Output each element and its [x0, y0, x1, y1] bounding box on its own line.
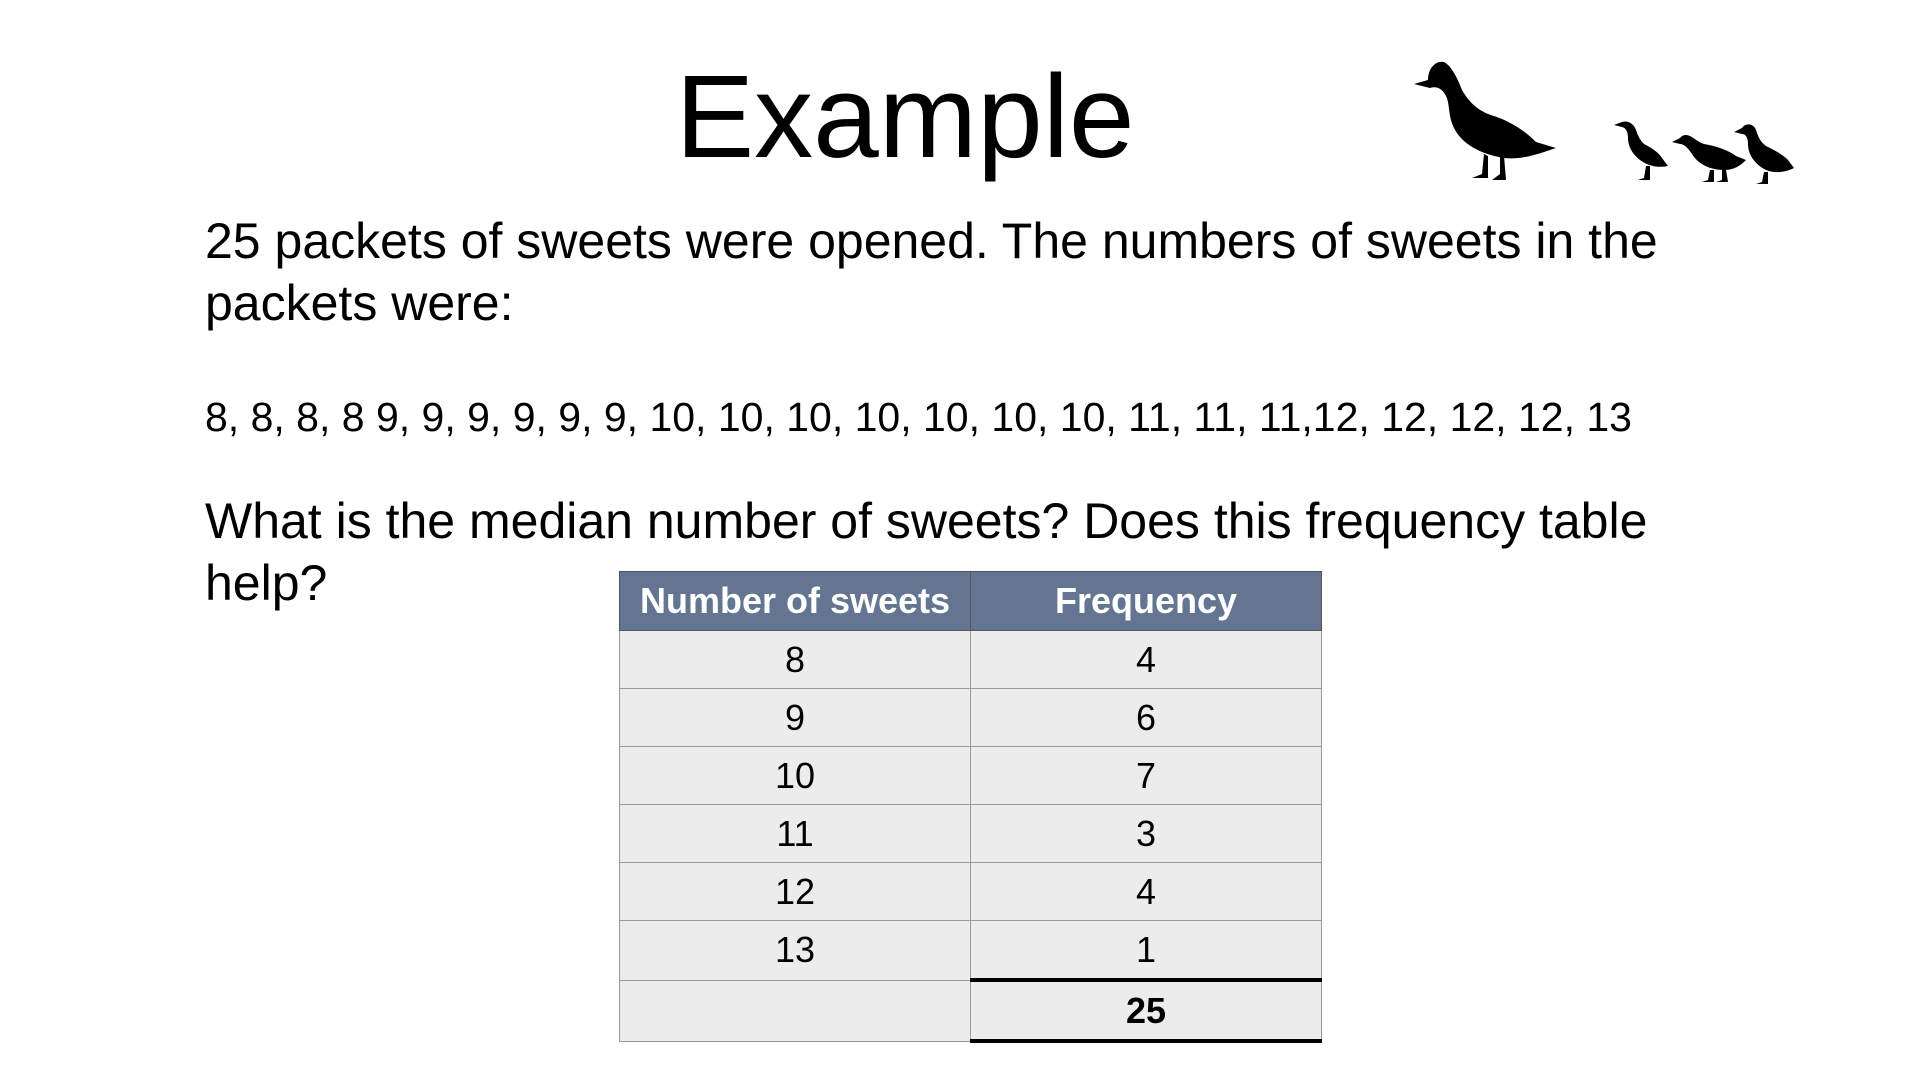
table-row: [620, 689, 1322, 747]
number-cell: 12: [620, 863, 971, 921]
table-row: [620, 805, 1322, 863]
duckling-silhouette-icon: [1614, 121, 1668, 180]
duck-family-illustration: [1410, 40, 1810, 200]
header-number-of-sweets: Number of sweets: [620, 572, 971, 631]
total-row: [620, 980, 1322, 1041]
table-row: [620, 747, 1322, 805]
table-row: [620, 921, 1322, 981]
table-row: [620, 631, 1322, 689]
total-label-cell: [620, 980, 971, 1041]
number-cell: 9: [620, 689, 971, 747]
number-cell: 10: [620, 747, 971, 805]
duck-silhouette-icon: [1414, 62, 1556, 180]
frequency-table: [619, 571, 1322, 1043]
frequency-cell: 3: [971, 805, 1322, 863]
header-frequency: Frequency: [971, 572, 1322, 631]
frequency-cell: 4: [971, 631, 1322, 689]
frequency-cell: 6: [971, 689, 1322, 747]
frequency-cell: 4: [971, 863, 1322, 921]
number-cell: 11: [620, 805, 971, 863]
frequency-cell: 1: [971, 921, 1322, 981]
table-header-row: [620, 572, 1322, 631]
total-frequency-cell: 25: [971, 980, 1322, 1041]
median-question: What is the median number of sweets? Does this frequency table help?: [205, 493, 1648, 611]
number-cell: 13: [620, 921, 971, 981]
table-row: [620, 863, 1322, 921]
problem-statement: 25 packets of sweets were opened. The numbers of sweets in the packets were:: [205, 213, 1658, 331]
number-cell: 8: [620, 631, 971, 689]
sweets-data-list: 8, 8, 8, 8 9, 9, 9, 9, 9, 9, 10, 10, 10, 10, 10, 10, 10, 11, 11, 11,12, 12, 12, 12, 13: [205, 394, 1632, 440]
duckling-silhouette-icon: [1672, 135, 1746, 182]
duckling-silhouette-icon: [1734, 124, 1794, 184]
frequency-cell: 7: [971, 747, 1322, 805]
slide-title: Example: [675, 51, 1135, 183]
